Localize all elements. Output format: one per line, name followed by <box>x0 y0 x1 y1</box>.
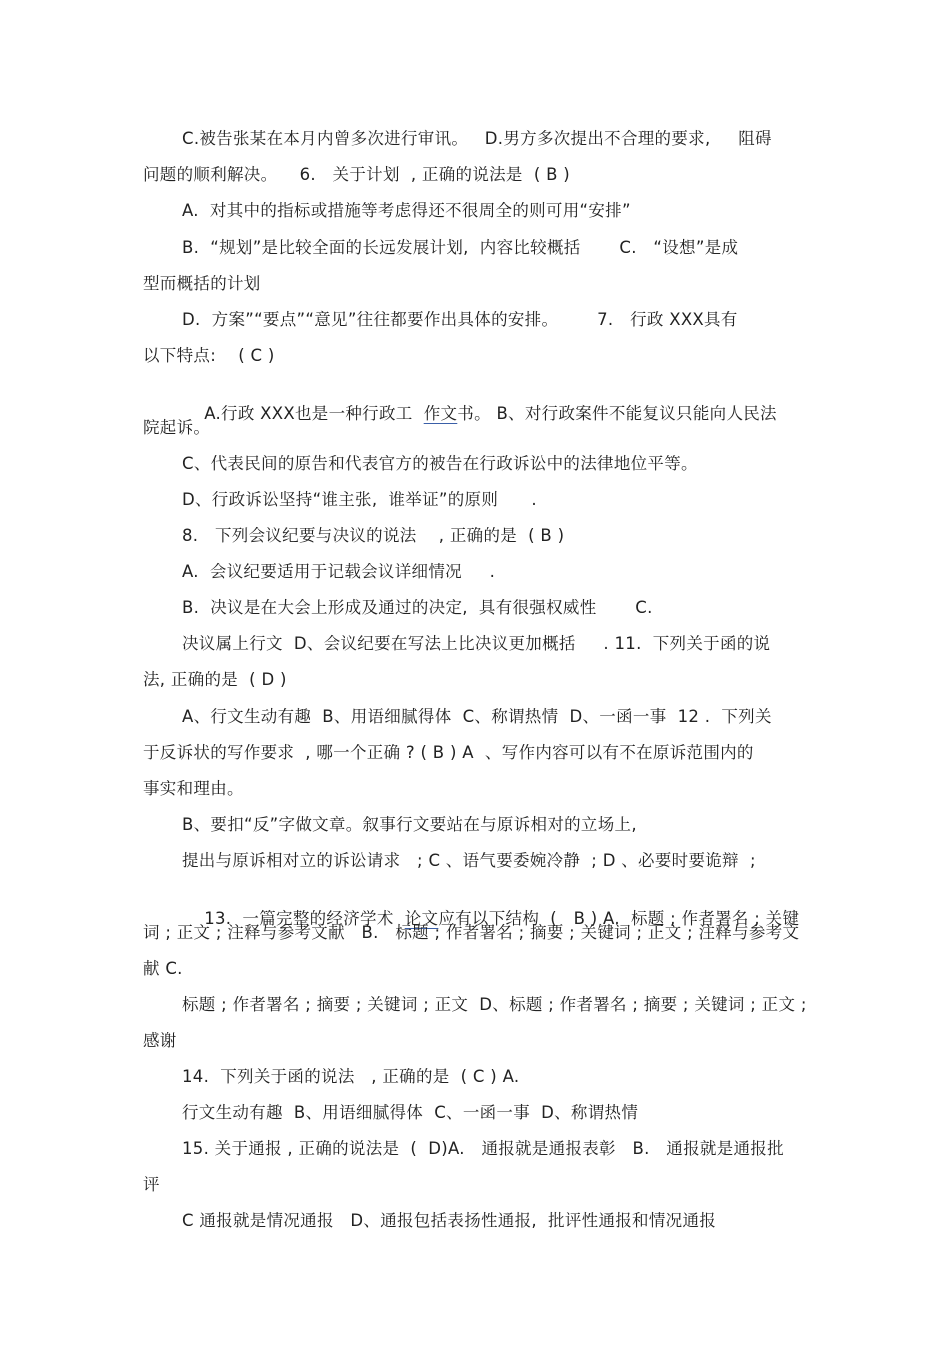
text-line: 型而概括的计划 <box>143 274 261 293</box>
text-line: 事实和理由。 <box>143 779 244 798</box>
text-line: 提出与原诉相对立的诉讼请求 ; C 、语气要委婉冷静 ; D 、必要时要诡辩 ; <box>182 851 756 870</box>
text-line: D. 方案”“要点”“意见”往往都要作出具体的安排。 7. 行政 XXX具有 <box>182 310 738 329</box>
text-line: A. 对其中的指标或措施等考虑得还不很周全的则可用“安排” <box>182 201 631 220</box>
underlined-word: 论文 <box>404 909 439 928</box>
underlined-word: 作文 <box>423 404 458 423</box>
text-line: 词 ; 正文 ; 注释与参考文献 B. 标题 ; 作者署名 ; 摘要 ; 关键词 ; 正文 ; 注释与参考文 <box>143 923 800 942</box>
text-line: 以下特点: ( C ) <box>143 346 275 365</box>
text-line: A. 会议纪要适用于记载会议详细情况 . <box>182 562 496 581</box>
text-line: 院起诉。 <box>143 418 211 437</box>
text-line: 献 C. <box>143 959 183 978</box>
text-line: 法, 正确的是 ( D ) <box>143 670 287 689</box>
text-line: 14. 下列关于函的说法 , 正确的是 ( C ) A. <box>182 1067 520 1086</box>
text-segment: 应有以下结构 ( B ) A. 标题 ; 作者署名 ; 关键 <box>438 909 800 928</box>
text-line: C.被告张某在本月内曾多次进行审讯。 D.男方多次提出不合理的要求, 阻碍 <box>182 129 772 148</box>
text-line: 行文生动有趣 B、用语细腻得体 C、一函一事 D、称谓热情 <box>182 1103 639 1122</box>
text-line: 问题的顺利解决。 6. 关于计划 , 正确的说法是 ( B ) <box>143 165 571 184</box>
text-line: C、代表民间的原告和代表官方的被告在行政诉讼中的法律地位平等。 <box>182 454 698 473</box>
text-line: 决议属上行文 D、会议纪要在写法上比决议更加概括 . 11. 下列关于函的说 <box>182 634 771 653</box>
text-line: 8. 下列会议纪要与决议的说法 , 正确的是 ( B ) <box>182 526 565 545</box>
text-segment: 书。 B、对行政案件不能复议只能向人民法 <box>457 404 777 423</box>
text-line: 于反诉状的写作要求 , 哪一个正确 ? ( B ) A 、写作内容可以有不在原诉范围内的 <box>143 743 754 762</box>
text-line: 标题 ; 作者署名 ; 摘要 ; 关键词 ; 正文 D、标题 ; 作者署名 ; 摘要 ; 关键词 ; 正文 ; <box>182 995 807 1014</box>
text-line: B. “规划”是比较全面的长远发展计划, 内容比较概括 C. “设想”是成 <box>182 238 739 257</box>
text-line: 评 <box>143 1175 160 1194</box>
text-line: C 通报就是情况通报 D、通报包括表扬性通报, 批评性通报和情况通报 <box>182 1211 717 1230</box>
text-line: B. 决议是在大会上形成及通过的决定, 具有很强权威性 C. <box>182 598 653 617</box>
text-segment: 13. 一篇完整的经济学术 <box>204 909 405 928</box>
text-segment: A.行政 XXX也是一种行政工 <box>204 404 424 423</box>
text-line: D、行政诉讼坚持“谁主张, 谁举证”的原则 . <box>182 490 537 509</box>
text-line: A、行文生动有趣 B、用语细腻得体 C、称谓热情 D、一函一事 12 . 下列关 <box>182 707 772 726</box>
text-line: 15. 关于通报 , 正确的说法是 ( D)A. 通报就是通报表彰 B. 通报就是通报批 <box>182 1139 784 1158</box>
text-line: 感谢 <box>143 1031 177 1050</box>
text-line: B、要扣“反”字做文章。叙事行文要站在与原诉相对的立场上, <box>182 815 637 834</box>
text-line <box>182 381 777 447</box>
